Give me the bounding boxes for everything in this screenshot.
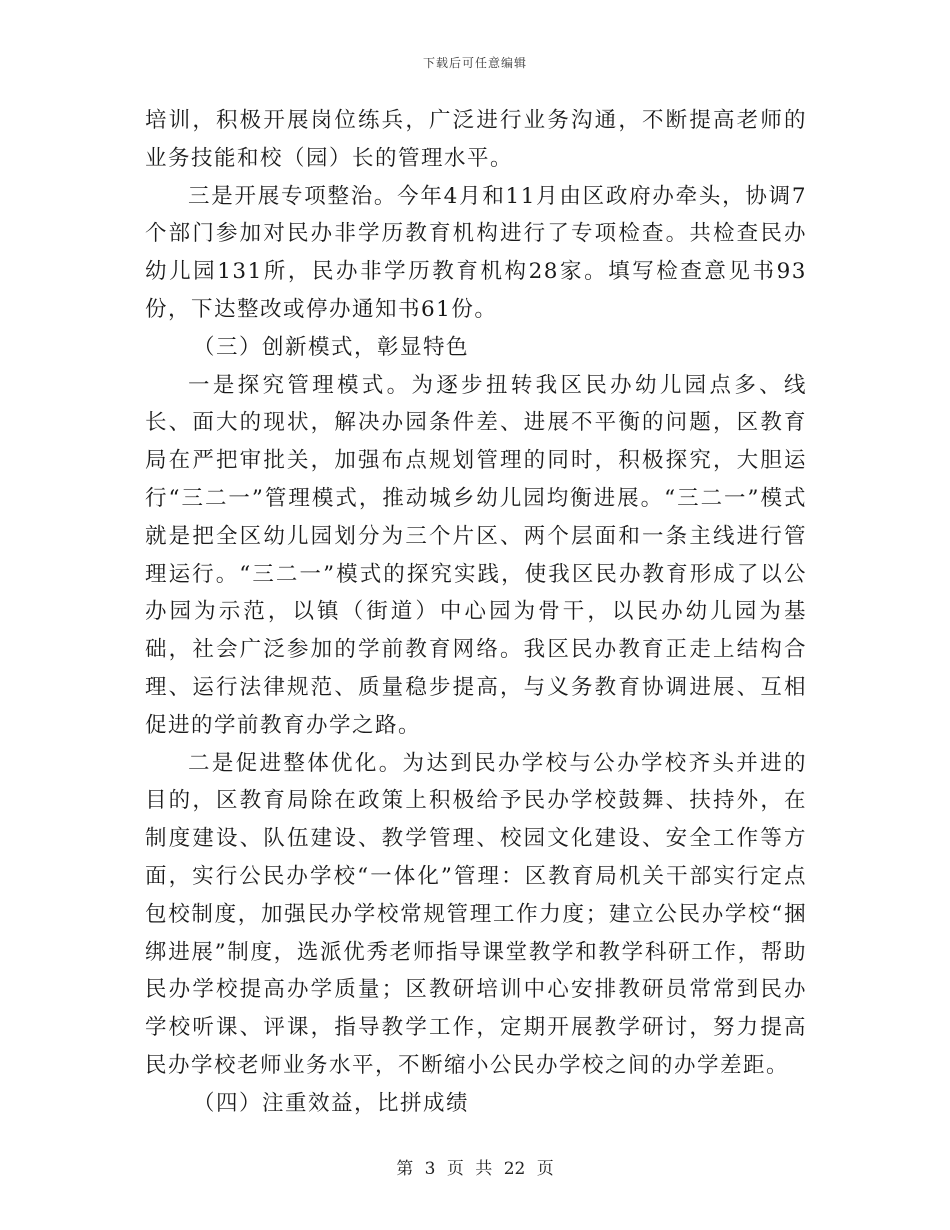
paragraph-special-rectification: 三是开展专项整治。今年4月和11月由区政府办牵头，协调7个部门参加对民办非学历教育机构进行了专项检查。共检查民办幼儿园131所，民办非学历教育机构28家。填写检查意见书93份，下达整改或停办通知书61份。 — [145, 183, 807, 322]
section-heading-innovation: （三）创新模式，彰显特色 — [193, 334, 470, 360]
section-heading-efficiency: （四）注重效益，比拼成绩 — [193, 1090, 470, 1116]
paragraph-continuation: 培训，积极开展岗位练兵，广泛进行业务沟通，不断提高老师的业务技能和校（园）长的管理水平。 — [145, 108, 807, 171]
page-footer: 第 3 页 共 22 页 — [396, 1159, 554, 1179]
page-header: 下载后可任意编辑 — [422, 56, 527, 70]
paragraph-overall-optimization: 二是促进整体优化。为达到民办学校与公办学校齐头并进的目的，区教育局除在政策上积极给予民办学校鼓舞、扶持外，在制度建设、队伍建设、教学管理、校园文化建设、安全工作等方面，实行公民办学校“一体化”管理：区教育局机关干部实行定点包校制度，加强民办学校常规管理工作力度；建立公民办学校“捆绑进展”制度，选派优秀老师指导课堂教学和教学科研工作，帮助民办学校提高办学质量；区教研培训中心安排教研员常常到民办学校听课、评课，指导教学工作，定期开展教学研讨，努力提高民办学校老师业务水平，不断缩小公民办学校之间的办学差距。 — [145, 750, 807, 1078]
document-body — [145, 102, 807, 1123]
paragraph-management-model: 一是探究管理模式。为逐步扭转我区民办幼儿园点多、线长、面大的现状，解决办园条件差、进展不平衡的问题，区教育局在严把审批关，加强布点规划管理的同时，积极探究，大胆运行“三二一”管理模式，推动城乡幼儿园均衡进展。“三二一”模式就是把全区幼儿园划分为三个片区、两个层面和一条主线进行管理运行。“三二一”模式的探究实践，使我区民办教育形成了以公办园为示范，以镇（街道）中心园为骨干，以民办幼儿园为基础，社会广泛参加的学前教育网络。我区民办教育正走上结构合理、运行法律规范、质量稳步提高，与义务教育协调进展、互相促进的学前教育办学之路。 — [145, 372, 807, 738]
